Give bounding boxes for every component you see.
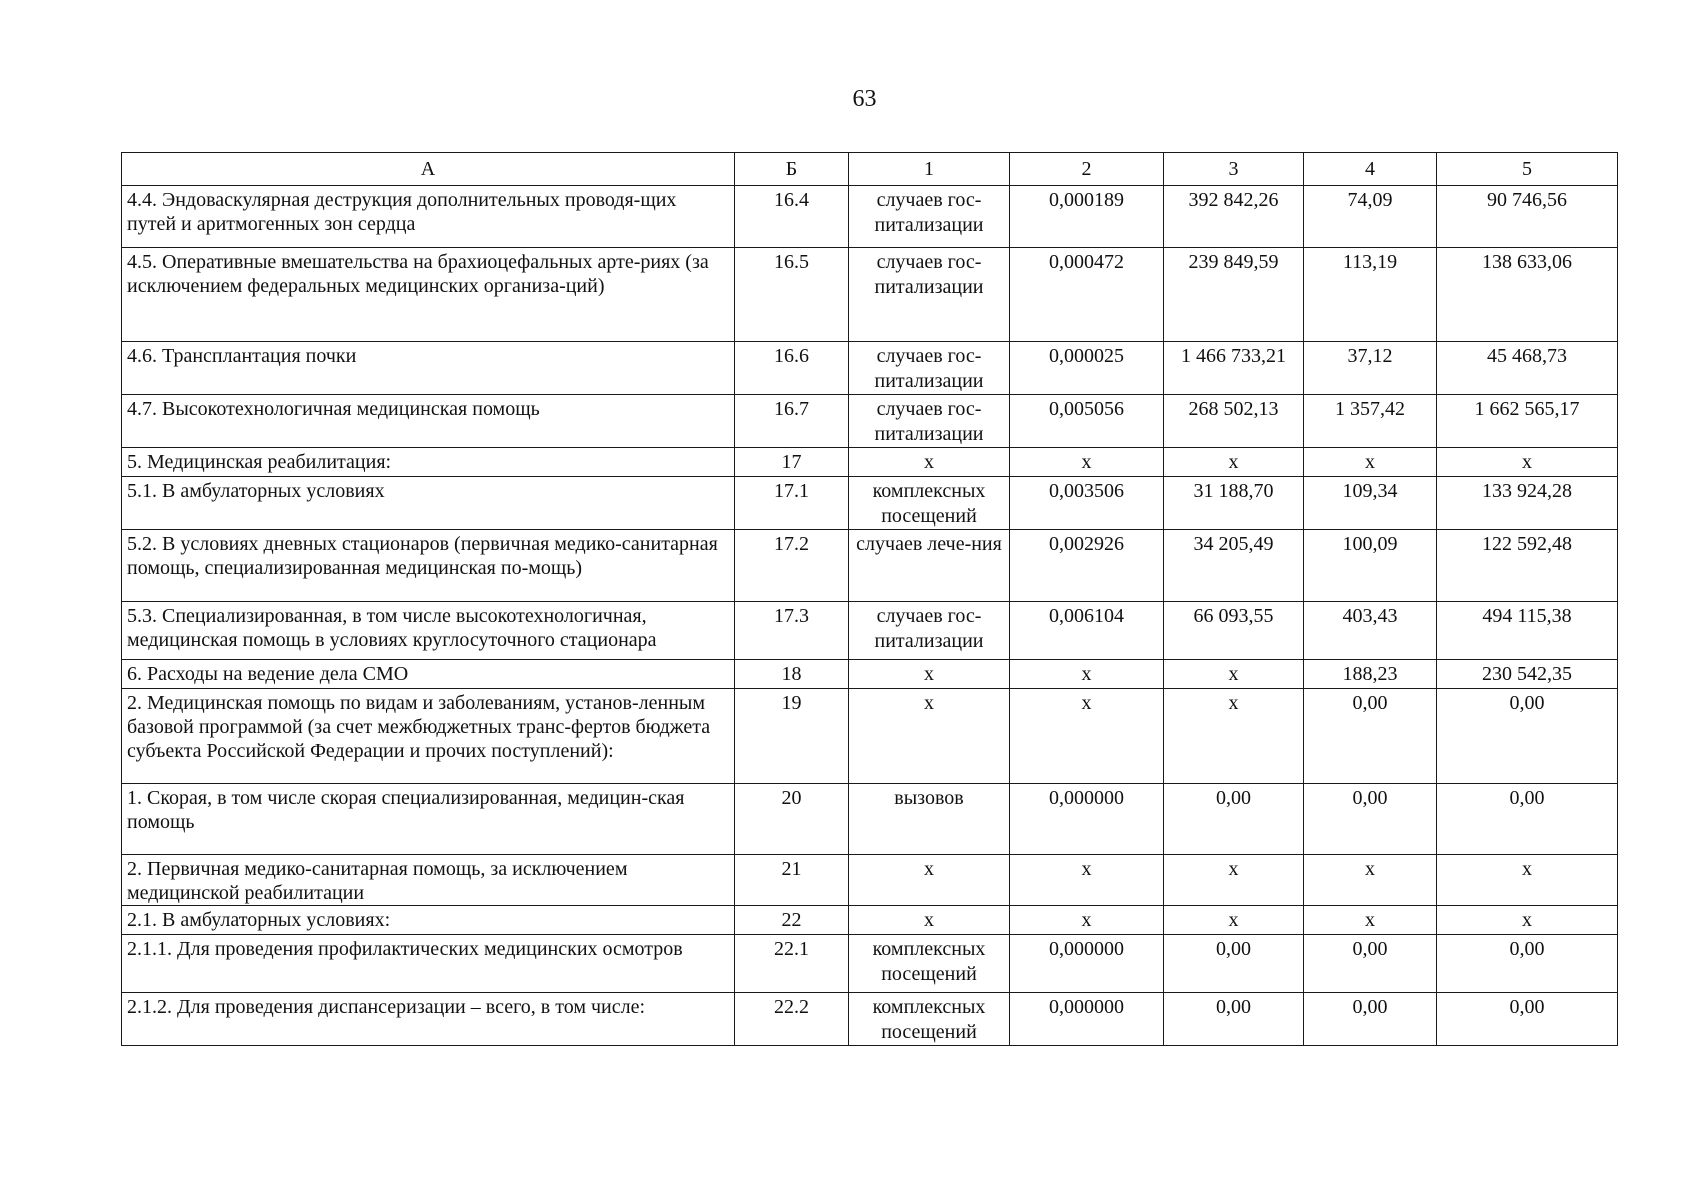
row-value-cell: х	[1164, 689, 1304, 784]
table-row	[122, 342, 1618, 395]
row-name-cell: 2.1. В амбулаторных условиях:	[122, 906, 735, 935]
row-value-cell: 34 205,49	[1164, 530, 1304, 602]
header-row	[122, 153, 1618, 186]
row-value-cell: х	[1010, 906, 1164, 935]
row-name-cell: 2.1.2. Для проведения диспансеризации – всего, в том числе:	[122, 993, 735, 1046]
row-code-cell: 22.2	[735, 993, 849, 1046]
row-unit-cell: х	[849, 448, 1010, 477]
row-unit-cell: комплексных посещений	[849, 935, 1010, 993]
row-value-cell: 0,00	[1437, 935, 1618, 993]
row-value-cell: 0,000000	[1010, 993, 1164, 1046]
row-value-cell: 0,00	[1164, 935, 1304, 993]
table-row	[122, 784, 1618, 855]
row-unit-cell: случаев гос-питализации	[849, 342, 1010, 395]
row-value-cell: 0,00	[1304, 689, 1437, 784]
header-cell: 2	[1010, 153, 1164, 186]
row-value-cell: 239 849,59	[1164, 248, 1304, 342]
row-value-cell: 1 357,42	[1304, 395, 1437, 448]
row-name-cell: 4.7. Высокотехнологичная медицинская помощь	[122, 395, 735, 448]
row-value-cell: 37,12	[1304, 342, 1437, 395]
row-code-cell: 19	[735, 689, 849, 784]
row-value-cell: 0,00	[1304, 935, 1437, 993]
row-value-cell: 0,00	[1437, 784, 1618, 855]
header-cell: 3	[1164, 153, 1304, 186]
row-value-cell: 74,09	[1304, 186, 1437, 248]
header-cell: 1	[849, 153, 1010, 186]
row-name-cell: 5.1. В амбулаторных условиях	[122, 477, 735, 530]
data-table	[121, 152, 1618, 1046]
row-value-cell: 45 468,73	[1437, 342, 1618, 395]
table-row	[122, 855, 1618, 906]
header-cell: А	[122, 153, 735, 186]
row-name-cell: 6. Расходы на ведение дела СМО	[122, 660, 735, 689]
row-unit-cell: случаев гос-питализации	[849, 186, 1010, 248]
row-value-cell: 0,00	[1437, 993, 1618, 1046]
row-value-cell: 0,000025	[1010, 342, 1164, 395]
row-name-cell: 2. Первичная медико-санитарная помощь, за исключением медицинской реабилитации	[122, 855, 735, 906]
row-value-cell: х	[1304, 855, 1437, 906]
row-value-cell: х	[1010, 660, 1164, 689]
row-unit-cell: х	[849, 906, 1010, 935]
row-value-cell: х	[1437, 855, 1618, 906]
header-cell: Б	[735, 153, 849, 186]
row-value-cell: 494 115,38	[1437, 602, 1618, 660]
row-code-cell: 22.1	[735, 935, 849, 993]
row-unit-cell: случаев гос-питализации	[849, 248, 1010, 342]
row-value-cell: х	[1164, 906, 1304, 935]
row-value-cell: 109,34	[1304, 477, 1437, 530]
header-cell: 4	[1304, 153, 1437, 186]
row-name-cell: 2. Медицинская помощь по видам и заболеваниям, установ-ленным базовой программой (за счет межбюджетных транс-фертов бюджета субъекта Российской Федерации и прочих поступлений):	[122, 689, 735, 784]
row-name-cell: 2.1.1. Для проведения профилактических медицинских осмотров	[122, 935, 735, 993]
row-value-cell: 31 188,70	[1164, 477, 1304, 530]
table-row	[122, 186, 1618, 248]
table-row	[122, 248, 1618, 342]
row-value-cell: 403,43	[1304, 602, 1437, 660]
row-value-cell: 138 633,06	[1437, 248, 1618, 342]
row-value-cell: 188,23	[1304, 660, 1437, 689]
row-value-cell: 1 466 733,21	[1164, 342, 1304, 395]
row-value-cell: х	[1164, 855, 1304, 906]
row-value-cell: 0,006104	[1010, 602, 1164, 660]
row-unit-cell: комплексных посещений	[849, 993, 1010, 1046]
row-value-cell: 90 746,56	[1437, 186, 1618, 248]
row-unit-cell: случаев гос-питализации	[849, 602, 1010, 660]
header-cell: 5	[1437, 153, 1618, 186]
row-code-cell: 16.7	[735, 395, 849, 448]
row-code-cell: 20	[735, 784, 849, 855]
row-unit-cell: случаев лече-ния	[849, 530, 1010, 602]
page-number: 63	[852, 86, 877, 112]
row-name-cell: 1. Скорая, в том числе скорая специализированная, медицин-ская помощь	[122, 784, 735, 855]
row-name-cell: 5.3. Специализированная, в том числе высокотехнологичная, медицинская помощь в условиях круглосуточного стационара	[122, 602, 735, 660]
row-name-cell: 4.6. Трансплантация почки	[122, 342, 735, 395]
row-value-cell: х	[1010, 855, 1164, 906]
row-value-cell: х	[1304, 906, 1437, 935]
table-row	[122, 993, 1618, 1046]
table-row	[122, 906, 1618, 935]
row-value-cell: 0,00	[1437, 689, 1618, 784]
row-value-cell: х	[1164, 660, 1304, 689]
row-value-cell: 0,00	[1304, 784, 1437, 855]
row-code-cell: 18	[735, 660, 849, 689]
row-value-cell: 66 093,55	[1164, 602, 1304, 660]
row-unit-cell: комплексных посещений	[849, 477, 1010, 530]
row-code-cell: 16.5	[735, 248, 849, 342]
row-code-cell: 17	[735, 448, 849, 477]
row-value-cell: 0,000000	[1010, 935, 1164, 993]
row-name-cell: 4.5. Оперативные вмешательства на брахиоцефальных арте-риях (за исключением федеральных медицинских организа-ций)	[122, 248, 735, 342]
row-value-cell: 0,000472	[1010, 248, 1164, 342]
row-name-cell: 5.2. В условиях дневных стационаров (первичная медико-санитарная помощь, специализированная медицинская по-мощь)	[122, 530, 735, 602]
row-value-cell: 0,000000	[1010, 784, 1164, 855]
row-value-cell: 0,00	[1164, 784, 1304, 855]
row-unit-cell: х	[849, 660, 1010, 689]
row-value-cell: х	[1304, 448, 1437, 477]
row-unit-cell: х	[849, 855, 1010, 906]
row-value-cell: х	[1164, 448, 1304, 477]
row-code-cell: 22	[735, 906, 849, 935]
row-name-cell: 4.4. Эндоваскулярная деструкция дополнительных проводя-щих путей и аритмогенных зон сердца	[122, 186, 735, 248]
row-value-cell: х	[1010, 689, 1164, 784]
row-name-cell: 5. Медицинская реабилитация:	[122, 448, 735, 477]
row-value-cell: 230 542,35	[1437, 660, 1618, 689]
row-code-cell: 16.6	[735, 342, 849, 395]
row-unit-cell: х	[849, 689, 1010, 784]
row-code-cell: 16.4	[735, 186, 849, 248]
row-value-cell: х	[1437, 448, 1618, 477]
table-row	[122, 660, 1618, 689]
row-code-cell: 17.2	[735, 530, 849, 602]
row-value-cell: 133 924,28	[1437, 477, 1618, 530]
table-row	[122, 448, 1618, 477]
row-value-cell: 113,19	[1304, 248, 1437, 342]
table-row	[122, 602, 1618, 660]
row-value-cell: 0,003506	[1010, 477, 1164, 530]
row-code-cell: 21	[735, 855, 849, 906]
row-code-cell: 17.1	[735, 477, 849, 530]
table-row	[122, 395, 1618, 448]
table-row	[122, 689, 1618, 784]
table-body	[122, 186, 1618, 1046]
row-code-cell: 17.3	[735, 602, 849, 660]
row-unit-cell: вызовов	[849, 784, 1010, 855]
row-unit-cell: случаев гос-питализации	[849, 395, 1010, 448]
row-value-cell: х	[1010, 448, 1164, 477]
table-row	[122, 530, 1618, 602]
row-value-cell: 122 592,48	[1437, 530, 1618, 602]
row-value-cell: 0,00	[1164, 993, 1304, 1046]
table-row	[122, 477, 1618, 530]
row-value-cell: 268 502,13	[1164, 395, 1304, 448]
row-value-cell: 100,09	[1304, 530, 1437, 602]
row-value-cell: х	[1437, 906, 1618, 935]
row-value-cell: 0,005056	[1010, 395, 1164, 448]
row-value-cell: 0,000189	[1010, 186, 1164, 248]
table-row	[122, 935, 1618, 993]
row-value-cell: 392 842,26	[1164, 186, 1304, 248]
row-value-cell: 0,00	[1304, 993, 1437, 1046]
row-value-cell: 1 662 565,17	[1437, 395, 1618, 448]
row-value-cell: 0,002926	[1010, 530, 1164, 602]
